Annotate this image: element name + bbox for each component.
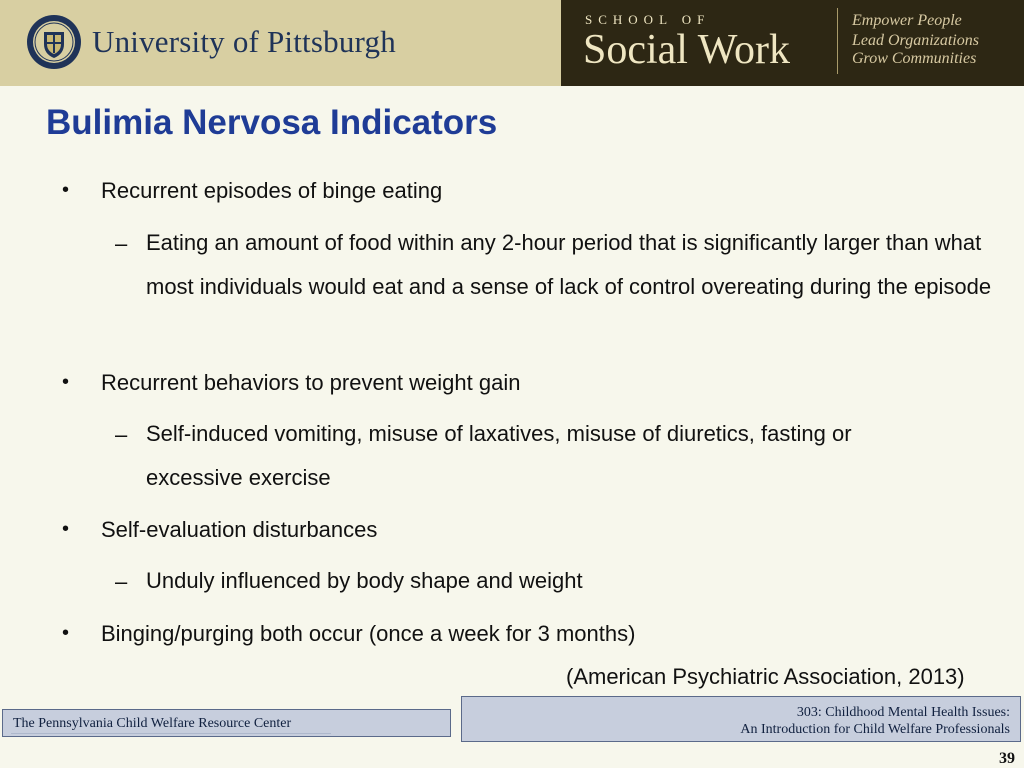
footer-course-line-2: An Introduction for Child Welfare Professionals	[740, 722, 1010, 737]
bullet-marker: •	[62, 371, 70, 393]
sub-bullet-text: Self-induced vomiting, misuse of laxatives, misuse of diuretics, fasting or excessive exercise	[146, 421, 852, 490]
tagline-2: Lead Organizations	[852, 32, 979, 49]
footer-course-title	[740, 704, 1010, 738]
bullet-marker: •	[62, 622, 70, 644]
footer-right-box	[461, 696, 1021, 742]
bullet-text: Self-evaluation disturbances	[101, 517, 378, 542]
footer-course-line-1: 303: Childhood Mental Health Issues:	[796, 705, 1010, 720]
bullet-marker: •	[62, 518, 70, 540]
bullet-text: Recurrent episodes of binge eating	[101, 178, 443, 203]
sub-bullet-marker: –	[115, 422, 128, 447]
university-name: University of Pittsburgh	[92, 24, 396, 59]
sub-bullet-text: Unduly influenced by body shape and weight	[146, 568, 583, 593]
bullet-text: Recurrent behaviors to prevent weight gain	[101, 370, 521, 395]
sub-bullet-text: Eating an amount of food within any 2-hour period that is significantly larger than what most individuals would eat and a sense of lack of control overeating during the episode	[146, 230, 992, 299]
footer-underline	[11, 733, 331, 734]
slide-title: Bulimia Nervosa Indicators	[46, 103, 498, 142]
sub-bullet-marker: –	[115, 569, 128, 594]
header-divider	[837, 8, 838, 74]
page-number: 39	[999, 750, 1015, 767]
tagline-1: Empower People	[852, 12, 962, 29]
bullet-marker: •	[62, 179, 70, 201]
citation: (American Psychiatric Association, 2013)	[566, 664, 965, 689]
tagline-3: Grow Communities	[852, 50, 977, 67]
footer-left-box	[2, 709, 451, 737]
footer-organization: The Pennsylvania Child Welfare Resource Center	[13, 716, 292, 731]
sub-bullet-marker: –	[115, 231, 128, 256]
school-label: SCHOOL OF	[585, 12, 711, 27]
school-name: Social Work	[583, 27, 790, 73]
university-seal-icon	[26, 14, 82, 70]
bullet-text: Binging/purging both occur (once a week for 3 months)	[101, 621, 636, 646]
